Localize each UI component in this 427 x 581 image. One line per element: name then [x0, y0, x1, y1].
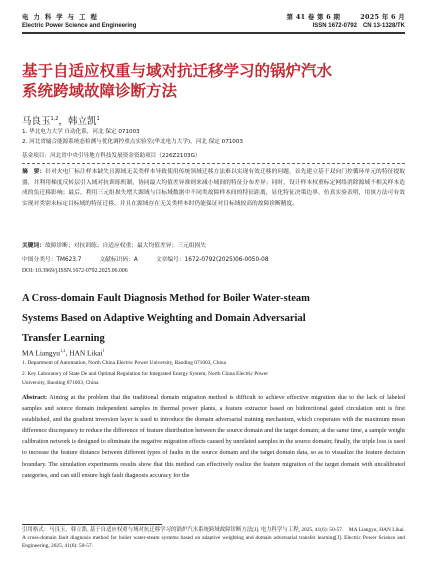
issue-info-cn: 第 41 卷 第 6 期 2025 年 6 月 — [286, 13, 405, 21]
author-affil-mark-en: 1,2 — [59, 348, 66, 353]
abstract-cn — [22, 167, 405, 209]
title-en-line-1: A Cross-domain Fault Diagnosis Method for Boiler Water-steam — [22, 293, 310, 304]
title-cn-line-1: 基于自适应权重与域对抗迁移学习的锅炉汽水 — [22, 62, 333, 80]
funding-cn — [22, 152, 405, 160]
footnote-rule — [22, 524, 162, 525]
article-number: 文章编号：1672-0792(2025)06-0050-08 — [155, 257, 269, 263]
journal-name-cn: 电 力 科 学 与 工 程 — [22, 13, 99, 21]
author-affil-mark: 1,2 — [50, 116, 59, 122]
authors-cn — [22, 113, 100, 128]
affiliation-en-2: 2. Key Laboratory of State De and Optimal Regulation for Integrated Energy System, North China Electric Power — [22, 371, 269, 377]
funding-text: 河北省中央引导地方科技发展资金资助项目（226Z2103G） — [49, 153, 201, 159]
keywords-cn-label: 关键词： — [22, 243, 45, 249]
author-separator-en: , — [65, 348, 70, 358]
author-separator: ， — [58, 116, 68, 128]
title-cn-line-2: 系统跨域故障诊断方法 — [22, 82, 178, 100]
clc-number: 中图分类号：TM623.7 — [22, 257, 82, 263]
abstract-en-text: Aiming at the problem that the traditional domain migration method is difficult to achieve effective migration due to the lack of labeled samples and source domain independent samples in thermal power plants, a feature extractor based on bidirectional gated circulation unit is first established, and the gradient inversion layer is used to introduce the domain adversarial training mechanism, which cooperates with the maximum mean difference discrepancy to reduce the difference of feature distribution between the source domain and the target domain; at the same time, a sample weight calibration network is designed to eliminate the negative migration effects caused by unrelated samples in the source domain; finally, the triple loss is used to increase the feature distance between different types of faults in the source domain and the target domain data, so as to visualize the feature decision boundary. The simulation experiments results show that this method can effectively realize the feature migration of the target domain with uncalibrated categories, and can still ensure high fault diagnosis accuracy for the — [22, 394, 406, 479]
header-rule-thin — [22, 33, 405, 34]
journal-header-en — [22, 22, 405, 30]
keywords-cn — [22, 241, 405, 252]
document-code: 文献标识码：A — [99, 257, 138, 263]
citation-format: 引用格式：马良玉，韩立凯. 基于自适应权重与域对抗迁移学习的锅炉汽水系统跨域故障诊断方法[J]. 电力科学与工程, 2025, 41(6): 50-57. MA Liangyu, HAN Likai. A cross-domain fault diagnosis method for boiler water-steam systems based on adaptive weighting and domain adversarial transfer learning[J]. Electric Power Science and Engineering, 2025, 41(6): 50-57. — [22, 527, 405, 549]
abstract-cn-text: 针对火电厂标注样本缺失且源域无关类样本导致使用传统领域迁移方法难以实现有效迁移的问题，首先建立基于双向门控循环单元的特征提取器，并利用梯度反转层引入域对抗训练机制，协同最大均值差异准则来减小域间的特征分布差异；同时，设计样本权重标定网络消除源域不相关样本造成的负迁移影响；最后，利用三元组损失增大源域与目标域数据中不同类故障样本间的特征距离，显化特征决策边界，仿真实验表明，用该方法可有效实现对类别未标定目标域的特征迁移，并且在源域存在无关类样本时仍能保证对目标域较高的故障诊断精度。 — [22, 169, 405, 207]
journal-name-en: Electric Power Science and Engineering — [22, 23, 137, 29]
author-name-en: MA Liangyu — [22, 348, 60, 358]
title-en-line-2: Systems Based on Adaptive Weighting and Domain Adversarial — [22, 313, 306, 324]
section-divider — [22, 163, 405, 164]
abstract-cn-label: 摘 要： — [22, 169, 46, 175]
funding-label: 基金项目： — [22, 153, 50, 159]
abstract-en-label: Abstract: — [22, 394, 48, 401]
journal-header-cn — [22, 13, 405, 21]
page-title-cn — [22, 61, 405, 101]
title-en-line-3: Transfer Learning — [22, 333, 105, 344]
author-affil-mark-en: 1 — [102, 348, 105, 353]
author-name: 马良玉 — [22, 116, 51, 128]
classification-row — [22, 256, 405, 264]
author-affil-mark: 1 — [96, 116, 100, 122]
affiliation-en-1: 1. Department of Automation, North China Electric Power University, Baoding 071003, China — [22, 360, 227, 366]
keywords-cn-text: 故障诊断；对抗训练；自适应权重；最大均值差异；三元组损失 — [45, 243, 206, 249]
issn-info: ISSN 1672-0792 CN 13-1328/TK — [312, 23, 405, 29]
authors-en — [22, 346, 105, 357]
affiliation-cn-1: 1. 华北电力大学 自动化系，河北 保定 071003 — [22, 129, 140, 135]
doi-link[interactable]: DOI: 10.3969/j.ISSN.1672-0792.2025.06.006 — [22, 268, 128, 274]
author-name-en: HAN Likai — [69, 348, 103, 358]
affiliation-cn-2: 2. 河北省输合能源系统态检测与优化调控重点实验室(华北电力大学)，河北 保定 071003 — [22, 139, 243, 145]
page-title-en — [22, 289, 405, 349]
abstract-en — [22, 392, 405, 481]
affiliation-en-2-cont: University, Baoding 071003, China — [22, 380, 99, 386]
author-name: 韩立凯 — [67, 116, 97, 128]
